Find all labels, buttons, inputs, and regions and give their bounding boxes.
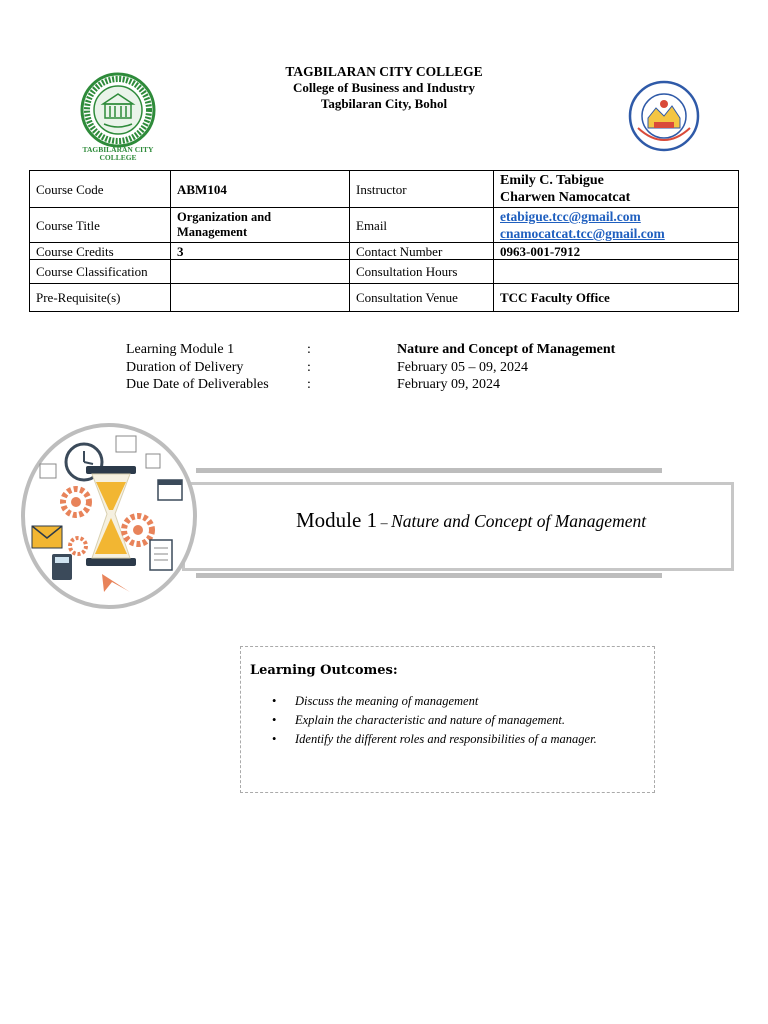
instructor-name: Emily C. Tabigue xyxy=(500,173,604,188)
module-title xyxy=(296,506,646,538)
instructor-value xyxy=(494,171,739,208)
document-header xyxy=(0,64,768,112)
colon: : xyxy=(307,342,311,357)
course-info-table xyxy=(29,170,739,312)
course-code-label: Course Code xyxy=(30,171,171,208)
outcome-text: Identify the different roles and responsibilities of a manager. xyxy=(295,732,597,746)
duration-label: Duration of Delivery xyxy=(126,360,244,375)
table-row xyxy=(30,208,739,243)
list-item xyxy=(272,711,597,730)
email-label: Email xyxy=(350,208,494,243)
module-label: Learning Module 1 xyxy=(126,342,235,357)
prerequisite-label: Pre-Requisite(s) xyxy=(30,284,171,312)
course-classification-value xyxy=(171,260,350,284)
due-date-value: February 09, 2024 xyxy=(397,377,501,392)
department-name: College of Business and Industry xyxy=(292,80,476,95)
table-row xyxy=(30,171,739,208)
banner-bottom-rule xyxy=(196,573,662,578)
prerequisite-value xyxy=(171,284,350,312)
banner-top-rule xyxy=(196,468,662,473)
course-credits-value: 3 xyxy=(171,243,350,260)
bullet-icon: • xyxy=(272,713,277,727)
module-number: Module 1 xyxy=(296,508,378,532)
college-location: Tagbilaran City, Bohol xyxy=(320,96,448,111)
logo-caption: TAGBILARAN CITY COLLEGE xyxy=(82,145,154,162)
list-item xyxy=(272,730,597,749)
table-row xyxy=(30,284,739,312)
email-link[interactable]: etabigue.tcc@gmail.com xyxy=(500,209,641,224)
time-management-illustration xyxy=(20,422,198,610)
bullet-icon: • xyxy=(272,694,277,708)
bullet-icon: • xyxy=(272,732,277,746)
colon: : xyxy=(307,377,311,392)
college-name: TAGBILARAN CITY COLLEGE xyxy=(285,64,483,79)
outcome-text: Discuss the meaning of management xyxy=(295,694,479,708)
due-date-label: Due Date of Deliverables xyxy=(126,377,269,392)
contact-number-label: Contact Number xyxy=(350,243,494,260)
email-value xyxy=(494,208,739,243)
table-row xyxy=(30,243,739,260)
instructor-label: Instructor xyxy=(350,171,494,208)
consultation-venue-value: TCC Faculty Office xyxy=(494,284,739,312)
email-link[interactable]: cnamocatcat.tcc@gmail.com xyxy=(500,226,665,241)
learning-outcomes-list xyxy=(272,692,597,749)
course-classification-label: Course Classification xyxy=(30,260,171,284)
contact-number-value: 0963-001-7912 xyxy=(494,243,739,260)
list-item xyxy=(272,692,597,711)
course-title-label: Course Title xyxy=(30,208,171,243)
module-value: Nature and Concept of Management xyxy=(397,342,616,357)
hourglass-illustration-icon xyxy=(20,422,198,610)
course-code-value: ABM104 xyxy=(171,171,350,208)
course-credits-label: Course Credits xyxy=(30,243,171,260)
consultation-hours-label: Consultation Hours xyxy=(350,260,494,284)
colon: : xyxy=(307,360,311,375)
course-title-value: Organization and Management xyxy=(171,208,350,243)
duration-value: February 05 – 09, 2024 xyxy=(397,360,529,375)
outcome-text: Explain the characteristic and nature of management. xyxy=(295,713,565,727)
consultation-venue-label: Consultation Venue xyxy=(350,284,494,312)
module-subtitle: Nature and Concept of Management xyxy=(391,511,647,531)
instructor-name: Charwen Namocatcat xyxy=(500,190,631,205)
consultation-hours-value xyxy=(494,260,739,284)
learning-outcomes-title: Learning Outcomes: xyxy=(250,663,398,678)
title-separator: – xyxy=(377,516,392,531)
table-row xyxy=(30,260,739,284)
